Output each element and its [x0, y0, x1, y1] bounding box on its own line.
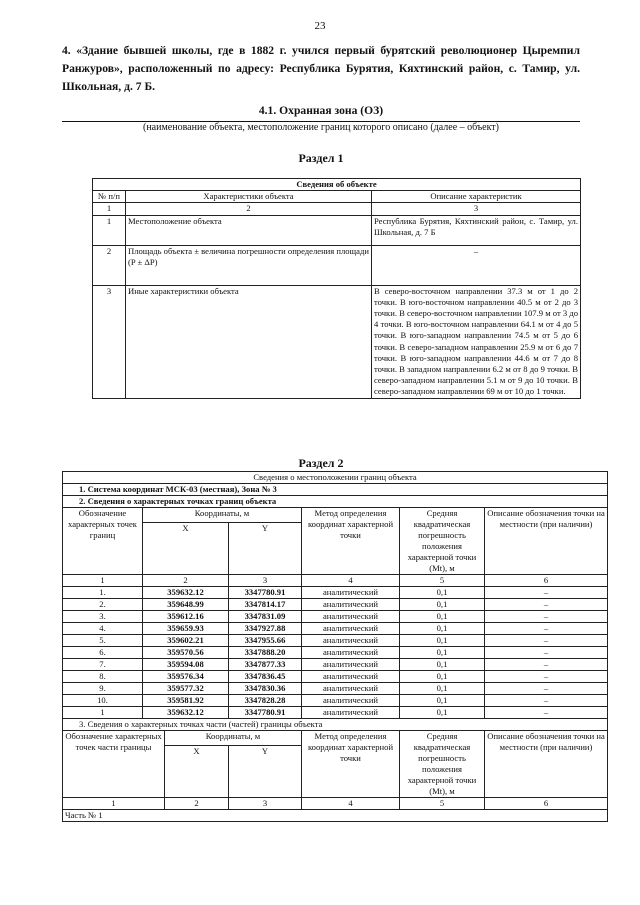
header-x: X [143, 523, 229, 575]
table-row [63, 587, 608, 599]
header-y: Y [229, 523, 302, 575]
point-x: 359576.34 [143, 671, 229, 683]
point-method: аналитический [302, 587, 400, 599]
point-y: 3347830.36 [229, 683, 302, 695]
parts-title-row [63, 719, 608, 731]
point-mt: 0,1 [400, 647, 485, 659]
part-row [63, 810, 608, 822]
coord-system-row [63, 484, 608, 496]
point-x: 359581.92 [143, 695, 229, 707]
index-cell: 1 [63, 575, 143, 587]
header-row [93, 191, 581, 203]
header-desc: Описание обозначения точки на местности (при наличии) [485, 508, 608, 575]
row-number: 2 [93, 245, 126, 285]
header-point: Обозначение характерных точек границ [63, 508, 143, 575]
section2-title: Раздел 2 [298, 456, 344, 470]
header-cell: Характеристики объекта [126, 191, 372, 203]
point-desc: – [485, 683, 608, 695]
point-x: 359602.21 [143, 635, 229, 647]
row-name: Площадь объекта ± величина погрешности определения площади (P ± ΔP) [126, 245, 372, 285]
parts-header-coords: Координаты, м [165, 731, 302, 746]
point-x: 359594.08 [143, 659, 229, 671]
table-row [63, 695, 608, 707]
point-y: 3347955.66 [229, 635, 302, 647]
boundary-table [62, 471, 608, 822]
point-desc: – [485, 647, 608, 659]
point-x: 359577.32 [143, 683, 229, 695]
parts-header-row [63, 731, 608, 746]
point-y: 3347828.28 [229, 695, 302, 707]
point-x: 359632.12 [143, 587, 229, 599]
point-desc: – [485, 659, 608, 671]
point-y: 3347836.45 [229, 671, 302, 683]
point-x: 359632.12 [143, 707, 229, 719]
table-row [93, 285, 581, 398]
table-row [63, 611, 608, 623]
point-desc: – [485, 671, 608, 683]
index-cell: 2 [126, 203, 372, 215]
point-method: аналитический [302, 695, 400, 707]
point-number: 1. [63, 587, 143, 599]
table-row [63, 599, 608, 611]
index-cell: 1 [63, 798, 165, 810]
table-row [63, 623, 608, 635]
point-method: аналитический [302, 671, 400, 683]
point-number: 8. [63, 671, 143, 683]
coord-system: 1. Система координат МСК-03 (местная), Зона № 3 [63, 484, 608, 496]
parts-header-method: Метод определения координат характерной точки [302, 731, 400, 798]
point-method: аналитический [302, 623, 400, 635]
point-mt: 0,1 [400, 635, 485, 647]
header-method: Метод определения координат характерной точки [302, 508, 400, 575]
point-number: 3. [63, 611, 143, 623]
index-cell: 4 [302, 575, 400, 587]
parts-header-y: Y [229, 746, 302, 798]
point-x: 359612.16 [143, 611, 229, 623]
point-desc: – [485, 707, 608, 719]
part-label: Часть № 1 [63, 810, 608, 822]
parts-title: 3. Сведения о характерных точках части (частей) границы объекта [63, 719, 608, 731]
parts-header-x: X [165, 746, 229, 798]
point-number: 4. [63, 623, 143, 635]
index-cell: 4 [302, 798, 400, 810]
point-desc: – [485, 587, 608, 599]
point-method: аналитический [302, 635, 400, 647]
row-number: 3 [93, 285, 126, 398]
row-name: Местоположение объекта [126, 215, 372, 245]
row-desc: В северо-восточном направлении 37.3 м от 1 до 2 точки. В юго-восточном направлении 40.5 м от 2 до 3 точки. В северо-восточном направлении 107.9 м от 3 до 4 точки. В юго-восточном направлении 64.1 м от 4 до 5 точки. В юго-западном направлении 74.5 м от 5 до 6 точки. В северо-западном направлении 25.9 м от 6 до 7 точки. В юго-западном направлении 44.6 м от 7 до 8 точки. В западном направлении 6.2 м от 8 до 9 точки. В северо-западном направлении 5.1 м от 9 до 10 точки. В северо-западном направлении 69 м от 10 до 1 точки. [372, 285, 581, 398]
index-cell: 3 [229, 575, 302, 587]
point-number: 9. [63, 683, 143, 695]
point-y: 3347877.33 [229, 659, 302, 671]
point-mt: 0,1 [400, 623, 485, 635]
table-row [63, 683, 608, 695]
index-cell: 3 [372, 203, 581, 215]
point-y: 3347888.20 [229, 647, 302, 659]
point-method: аналитический [302, 611, 400, 623]
table-row [93, 245, 581, 285]
subheading-note: (наименование объекта, местоположение границ которого описано (далее – объект) [142, 122, 500, 133]
point-desc: – [485, 635, 608, 647]
parts-header-error: Средняя квадратическая погрешность положения характерной точки (Mt), м [400, 731, 485, 798]
point-mt: 0,1 [400, 707, 485, 719]
point-y: 3347927.88 [229, 623, 302, 635]
point-number: 6. [63, 647, 143, 659]
index-row [63, 575, 608, 587]
points-title-row [63, 496, 608, 508]
point-mt: 0,1 [400, 683, 485, 695]
point-y: 3347780.91 [229, 587, 302, 599]
point-method: аналитический [302, 707, 400, 719]
index-cell: 6 [485, 798, 608, 810]
table-row [63, 647, 608, 659]
header-row [63, 508, 608, 523]
point-x: 359570.56 [143, 647, 229, 659]
points-title: 2. Сведения о характерных точках границ объекта [63, 496, 608, 508]
point-y: 3347780.91 [229, 707, 302, 719]
section1-title: Раздел 1 [298, 151, 344, 165]
header-error: Средняя квадратическая погрешность положения характерной точки (Mt), м [400, 508, 485, 575]
index-cell: 1 [93, 203, 126, 215]
parts-header-desc: Описание обозначения точки на местности (при наличии) [485, 731, 608, 798]
table-row [63, 659, 608, 671]
point-number: 2. [63, 599, 143, 611]
point-mt: 0,1 [400, 671, 485, 683]
row-number: 1 [93, 215, 126, 245]
point-x: 359659.93 [143, 623, 229, 635]
index-cell: 2 [165, 798, 229, 810]
point-mt: 0,1 [400, 599, 485, 611]
header-cell: № п/п [93, 191, 126, 203]
point-number: 10. [63, 695, 143, 707]
row-name: Иные характеристики объекта [126, 285, 372, 398]
row-desc: – [372, 245, 581, 285]
point-y: 3347831.09 [229, 611, 302, 623]
point-y: 3347814.17 [229, 599, 302, 611]
header-coords: Координаты, м [143, 508, 302, 523]
table-title-row [93, 179, 581, 191]
point-number: 7. [63, 659, 143, 671]
row-desc: Республика Бурятия, Кяхтинский район, с. Тамир, ул. Школьная, д. 7 Б [372, 215, 581, 245]
points-body [63, 587, 608, 719]
point-desc: – [485, 599, 608, 611]
index-cell: 6 [485, 575, 608, 587]
point-mt: 0,1 [400, 695, 485, 707]
index-cell: 2 [143, 575, 229, 587]
table-row [93, 215, 581, 245]
page-number: 23 [314, 20, 326, 32]
table-title: Сведения о местоположении границ объекта [63, 472, 608, 484]
table-row [63, 635, 608, 647]
parts-index-row [63, 798, 608, 810]
index-cell: 5 [400, 575, 485, 587]
point-number: 5. [63, 635, 143, 647]
point-method: аналитический [302, 647, 400, 659]
point-method: аналитический [302, 683, 400, 695]
table-title: Сведения об объекте [93, 179, 581, 191]
point-method: аналитический [302, 599, 400, 611]
index-cell: 3 [229, 798, 302, 810]
point-method: аналитический [302, 659, 400, 671]
zone-subheading: 4.1. Охранная зона (ОЗ) [258, 104, 384, 117]
index-row [93, 203, 581, 215]
object-heading: 4. «Здание бывшей школы, где в 1882 г. учился первый бурятский революционер Цыремпил Ранжуров», расположенный по адресу: Республика Бурятия, Кяхтинский район, с. Тамир, ул. Школьная, д. 7 Б. [62, 44, 580, 93]
point-desc: – [485, 611, 608, 623]
object-info-table [92, 178, 581, 399]
point-number: 1 [63, 707, 143, 719]
point-desc: – [485, 623, 608, 635]
table-row [63, 707, 608, 719]
header-cell: Описание характеристик [372, 191, 581, 203]
point-desc: – [485, 695, 608, 707]
point-mt: 0,1 [400, 659, 485, 671]
point-mt: 0,1 [400, 611, 485, 623]
point-x: 359648.99 [143, 599, 229, 611]
point-mt: 0,1 [400, 587, 485, 599]
parts-header-point: Обозначение характерных точек части границы [63, 731, 165, 798]
index-cell: 5 [400, 798, 485, 810]
table-row [63, 671, 608, 683]
table-title-row [63, 472, 608, 484]
